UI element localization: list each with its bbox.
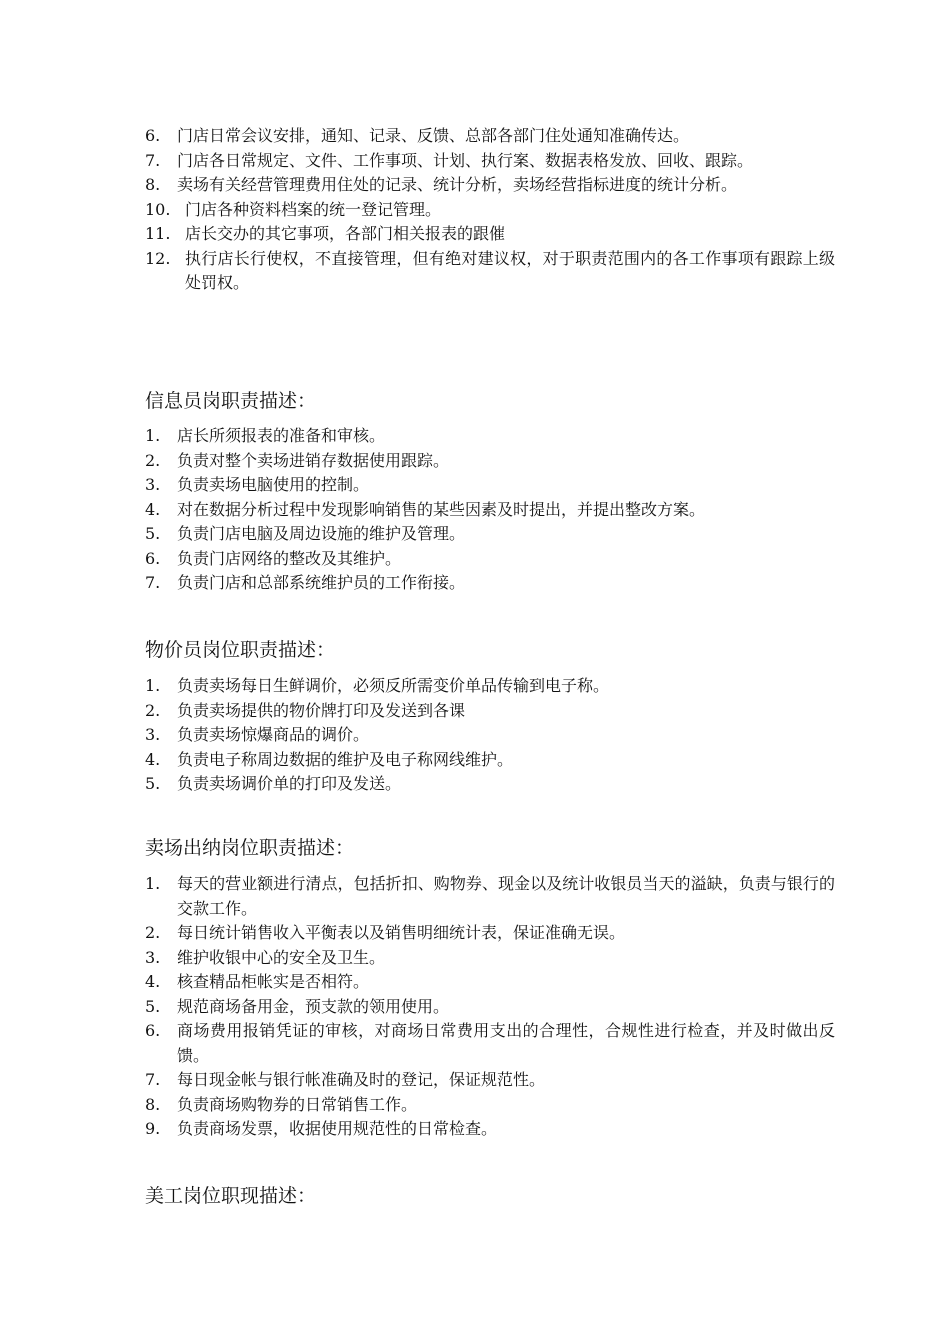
item-number: 4.: [145, 499, 161, 519]
item-text: 店长交办的其它事项，各部门相关报表的跟催: [185, 224, 506, 243]
item-number: 8.: [145, 1094, 161, 1114]
item-text: 门店日常会议安排，通知、记录、反馈、总部各部门住处通知准确传达。: [177, 126, 690, 145]
cashier-list: [145, 872, 835, 1142]
item-number: 7.: [145, 1070, 161, 1089]
list-item: [145, 571, 835, 596]
list-item: [145, 547, 835, 572]
item-text: 卖场有关经营管理费用住处的记录、统计分析，卖场经营指标进度的统计分析。: [177, 175, 738, 194]
item-text: 规范商场备用金，预支款的领用使用。: [177, 996, 450, 1016]
price-clerk-list: [145, 674, 835, 797]
item-number: 5.: [145, 524, 161, 543]
item-text: 门店各种资料档案的统一登记管理。: [185, 199, 442, 219]
item-text: 核查精品柜帐实是否相符。: [177, 972, 370, 991]
item-text: 负责卖场电脑使用的控制。: [177, 475, 370, 494]
list-item: [145, 149, 835, 174]
item-number: 6.: [145, 126, 161, 145]
item-text: 负责卖场提供的物价牌打印及发送到各课: [177, 700, 466, 720]
item-text: 负责门店和总部系统维护员的工作衔接。: [177, 573, 466, 592]
item-number: 7.: [145, 150, 161, 170]
item-text: 维护收银中心的安全及卫生。: [177, 947, 386, 967]
list-item: [145, 222, 835, 247]
list-item: [145, 946, 835, 971]
item-number: 7.: [145, 573, 161, 592]
item-text: 每日现金帐与银行帐准确及时的登记，保证规范性。: [177, 1070, 546, 1089]
item-text: 负责电子称周边数据的维护及电子称网线维护。: [177, 749, 514, 769]
item-text: 负责门店网络的整改及其维护。: [177, 548, 402, 568]
section-title-price-clerk: 物价员岗位职责描述：: [145, 639, 336, 661]
list-item: [145, 723, 835, 748]
item-number: 9.: [145, 1119, 161, 1138]
item-text: 每日统计销售收入平衡表以及销售明细统计表，保证准确无误。: [177, 923, 626, 942]
list-item: [145, 699, 835, 724]
section-title-artist: 美工岗位职现描述：: [145, 1185, 317, 1207]
list-item: [145, 872, 835, 921]
list-item: [145, 1117, 835, 1142]
item-number: 4.: [145, 749, 161, 769]
list-item: [145, 498, 835, 523]
item-number: 3.: [145, 475, 161, 494]
list-item: [145, 124, 835, 149]
item-number: 5.: [145, 774, 161, 793]
item-number: 6.: [145, 1021, 161, 1040]
item-text: 负责门店电脑及周边设施的维护及管理。: [177, 524, 466, 543]
item-number: 3.: [145, 725, 161, 744]
item-text: 每天的营业额进行清点，包括折扣、购物券、现金以及统计收银员当天的溢缺，负责与银行的交款工作。: [177, 874, 835, 918]
item-number: 10.: [145, 199, 171, 219]
list-item: [145, 247, 835, 296]
item-number: 6.: [145, 548, 161, 568]
item-text: 执行店长行使权，不直接管理，但有绝对建议权，对于职责范围内的各工作事项有跟踪上级处罚权。: [185, 248, 835, 292]
item-number: 11.: [145, 224, 171, 243]
list-item: [145, 1093, 835, 1118]
item-number: 12.: [145, 248, 171, 268]
list-item: [145, 921, 835, 946]
item-text: 负责商场购物券的日常销售工作。: [177, 1094, 418, 1114]
item-number: 8.: [145, 175, 161, 194]
item-text: 负责卖场每日生鲜调价，必须反所需变价单品传输到电子称。: [177, 676, 610, 695]
list-item: [145, 674, 835, 699]
item-text: 负责卖场惊爆商品的调价。: [177, 725, 370, 744]
item-number: 4.: [145, 972, 161, 991]
item-number: 1.: [145, 874, 161, 893]
list-item: [145, 772, 835, 797]
list-item: [145, 1068, 835, 1093]
list-item: [145, 449, 835, 474]
list-item: [145, 473, 835, 498]
list-item: [145, 970, 835, 995]
info-clerk-list: [145, 424, 835, 596]
item-text: 负责对整个卖场进销存数据使用跟踪。: [177, 450, 450, 470]
list-item: [145, 173, 835, 198]
list-item: [145, 424, 835, 449]
item-number: 1.: [145, 676, 161, 695]
list-item: [145, 995, 835, 1020]
list-item: [145, 748, 835, 773]
item-text: 对在数据分析过程中发现影响销售的某些因素及时提出，并提出整改方案。: [177, 499, 706, 519]
item-number: 2.: [145, 450, 161, 470]
section-title-cashier: 卖场出纳岗位职责描述：: [145, 837, 355, 859]
list-item: [145, 198, 835, 223]
item-text: 店长所须报表的准备和审核。: [177, 426, 386, 445]
item-number: 1.: [145, 426, 161, 445]
item-number: 2.: [145, 923, 161, 942]
item-number: 2.: [145, 700, 161, 720]
item-number: 5.: [145, 996, 161, 1016]
list-item: [145, 522, 835, 547]
section-title-info-clerk: 信息员岗职责描述：: [145, 390, 317, 412]
intro-list: [145, 124, 835, 296]
item-text: 负责商场发票，收据使用规范性的日常检查。: [177, 1119, 498, 1138]
item-text: 负责卖场调价单的打印及发送。: [177, 774, 402, 793]
item-text: 门店各日常规定、文件、工作事项、计划、执行案、数据表格发放、回收、跟踪。: [177, 150, 754, 170]
item-text: 商场费用报销凭证的审核，对商场日常费用支出的合理性，合规性进行检查，并及时做出反馈。: [177, 1021, 835, 1065]
list-item: [145, 1019, 835, 1068]
item-number: 3.: [145, 947, 161, 967]
